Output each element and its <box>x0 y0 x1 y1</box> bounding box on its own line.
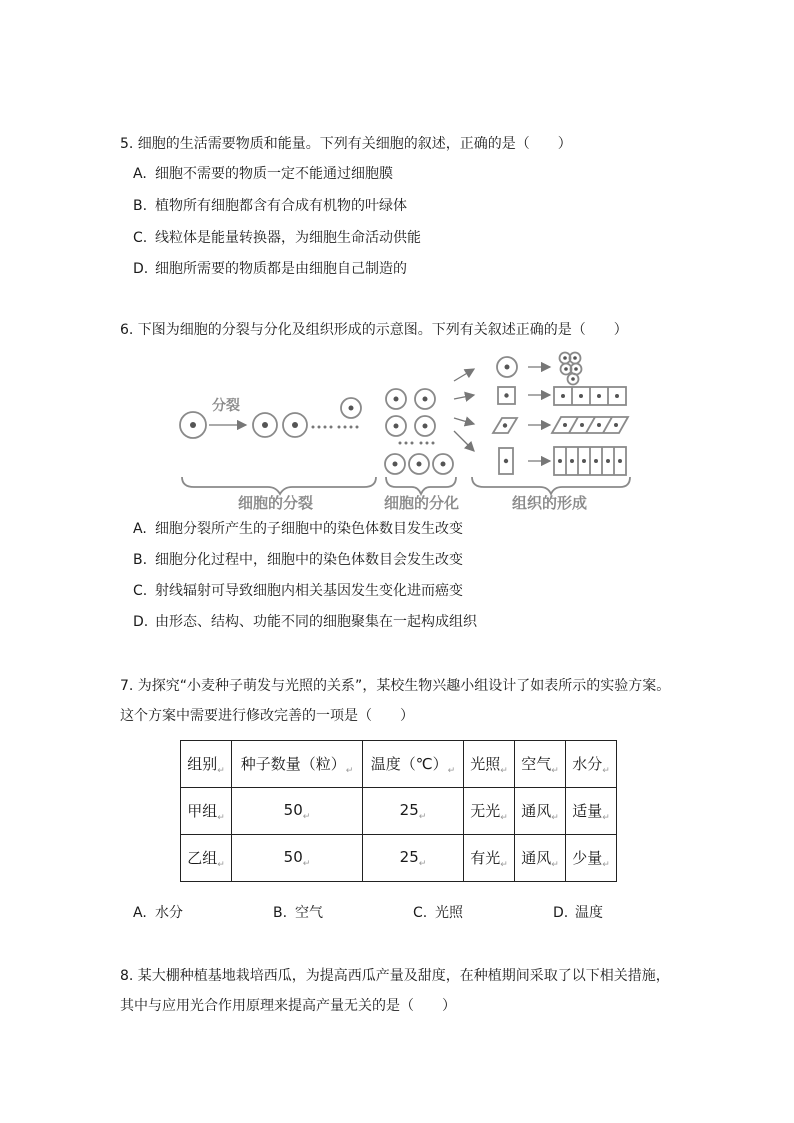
option-text: 空气 <box>295 905 323 921</box>
table-row <box>181 835 617 882</box>
long-cell-tissue <box>554 447 626 475</box>
q5-option-b[interactable] <box>133 196 407 216</box>
option-text: 光照 <box>435 905 463 921</box>
cell <box>385 454 405 474</box>
cell <box>415 389 435 409</box>
question-7-stem-line2: 这个方案中需要进行修改完善的一项是（ ） <box>120 708 414 724</box>
q6-option-c[interactable] <box>133 581 463 601</box>
q7-option-a[interactable] <box>133 902 183 922</box>
option-text: 细胞所需要的物质都是由细胞自己制造的 <box>155 261 407 277</box>
option-letter: B. <box>133 198 148 214</box>
table-cell: 甲组$_↵$ <box>181 788 232 835</box>
option-text: 由形态、结构、功能不同的细胞聚集在一起构成组织 <box>155 614 477 630</box>
option-letter: B. <box>133 552 148 568</box>
brace-label-division: 细胞的分裂 <box>238 494 314 512</box>
square-cell <box>498 387 515 404</box>
q6-option-d[interactable] <box>133 612 477 632</box>
ellipsis-dots <box>312 426 359 429</box>
square-tissue <box>554 387 626 405</box>
brace-differentiation <box>386 477 456 494</box>
option-letter: A. <box>133 166 147 182</box>
tissue-arrows <box>528 367 550 461</box>
daughter-cell <box>283 413 307 437</box>
q7-option-d[interactable] <box>553 902 603 922</box>
option-text: 细胞不需要的物质一定不能通过细胞膜 <box>155 166 393 182</box>
table-cell: 乙组$_↵$ <box>181 835 232 882</box>
option-letter: C. <box>133 230 148 246</box>
cell <box>386 389 406 409</box>
option-letter: C. <box>413 905 428 921</box>
rhombus-tissue <box>552 417 628 433</box>
q6-option-b[interactable] <box>133 550 463 570</box>
option-text: 射线辐射可导致细胞内相关基因发生变化进而癌变 <box>155 583 463 599</box>
table-cell: 通风$_↵$ <box>515 788 566 835</box>
table-row <box>181 788 617 835</box>
question-7-stem-line1: 7. 为探究“小麦种子萌发与光照的关系”，某校生物兴趣小组设计了如表所示的实验方案。 <box>120 678 671 694</box>
round-cell <box>497 357 517 377</box>
q7-option-c[interactable] <box>413 902 463 922</box>
q5-option-d[interactable] <box>133 259 407 279</box>
differentiation-arrows <box>454 369 474 451</box>
option-text: 细胞分裂所产生的子细胞中的染色体数目发生改变 <box>155 521 463 537</box>
option-letter: D. <box>133 261 149 277</box>
header-cell: 温度$(℃)_↵$ <box>363 741 464 788</box>
brace-label-tissue: 组织的形成 <box>512 494 588 512</box>
ellipsis-dots <box>399 442 435 445</box>
table-cell: 少量$_↵$ <box>566 835 617 882</box>
q5-option-c[interactable] <box>133 228 421 248</box>
option-text: 植物所有细胞都含有合成有机物的叶绿体 <box>155 198 407 214</box>
table-cell: $50_↵$ <box>232 788 363 835</box>
table-cell: $25_↵$ <box>363 788 464 835</box>
q6-option-a[interactable] <box>133 519 463 539</box>
header-cell: 种子数量（粒）$_↵$ <box>232 741 363 788</box>
long-cell <box>499 448 513 474</box>
q5-option-a[interactable] <box>133 164 393 184</box>
option-text: 水分 <box>155 905 183 921</box>
cell <box>409 454 429 474</box>
table-cell: $25_↵$ <box>363 835 464 882</box>
option-letter: B. <box>273 905 288 921</box>
option-text: 温度 <box>575 905 603 921</box>
brace-label-differentiation: 细胞的分化 <box>384 494 460 512</box>
cell-division-differentiation-diagram <box>172 348 632 516</box>
table-cell: 适量$_↵$ <box>566 788 617 835</box>
q7-options <box>133 902 613 924</box>
option-letter: D. <box>553 905 569 921</box>
cell <box>415 416 435 436</box>
question-8-stem-line1: 8. 某大棚种植基地栽培西瓜，为提高西瓜产量及甜度，在种植期间采取了以下相关措施， <box>120 968 670 984</box>
question-6-stem: 6. 下图为细胞的分裂与分化及组织形成的示意图。下列有关叙述正确的是（ ） <box>120 322 628 338</box>
cell <box>386 416 406 436</box>
option-letter: A. <box>133 521 147 537</box>
table-header-row <box>181 741 617 788</box>
header-cell: 空气$_↵$ <box>515 741 566 788</box>
dividing-cell <box>341 398 361 418</box>
table-cell: 无光$_↵$ <box>464 788 515 835</box>
question-8-stem-line2: 其中与应用光合作用原理来提高产量无关的是（ ） <box>120 998 456 1014</box>
division-label: 分裂 <box>212 398 240 414</box>
table-cell: 通风$_↵$ <box>515 835 566 882</box>
parent-cell <box>180 412 206 438</box>
brace-tissue <box>472 477 630 494</box>
header-cell: 水分$_↵$ <box>566 741 617 788</box>
header-cell: 光照$_↵$ <box>464 741 515 788</box>
experiment-table <box>180 740 617 882</box>
option-text: 细胞分化过程中，细胞中的染色体数目会发生改变 <box>155 552 463 568</box>
rhombus-cell <box>493 418 517 433</box>
option-letter: A. <box>133 905 147 921</box>
table-cell: $50_↵$ <box>232 835 363 882</box>
cell <box>433 454 453 474</box>
question-5-stem: 5. 细胞的生活需要物质和能量。下列有关细胞的叙述，正确的是（ ） <box>120 136 572 152</box>
brace-division <box>182 477 376 494</box>
option-letter: D. <box>133 614 149 630</box>
header-cell: 组别$_↵$ <box>181 741 232 788</box>
daughter-cell <box>253 413 277 437</box>
round-cell-cluster <box>560 353 582 385</box>
q7-option-b[interactable] <box>273 902 323 922</box>
table-cell: 有光$_↵$ <box>464 835 515 882</box>
option-letter: C. <box>133 583 148 599</box>
option-text: 线粒体是能量转换器，为细胞生命活动供能 <box>155 230 421 246</box>
